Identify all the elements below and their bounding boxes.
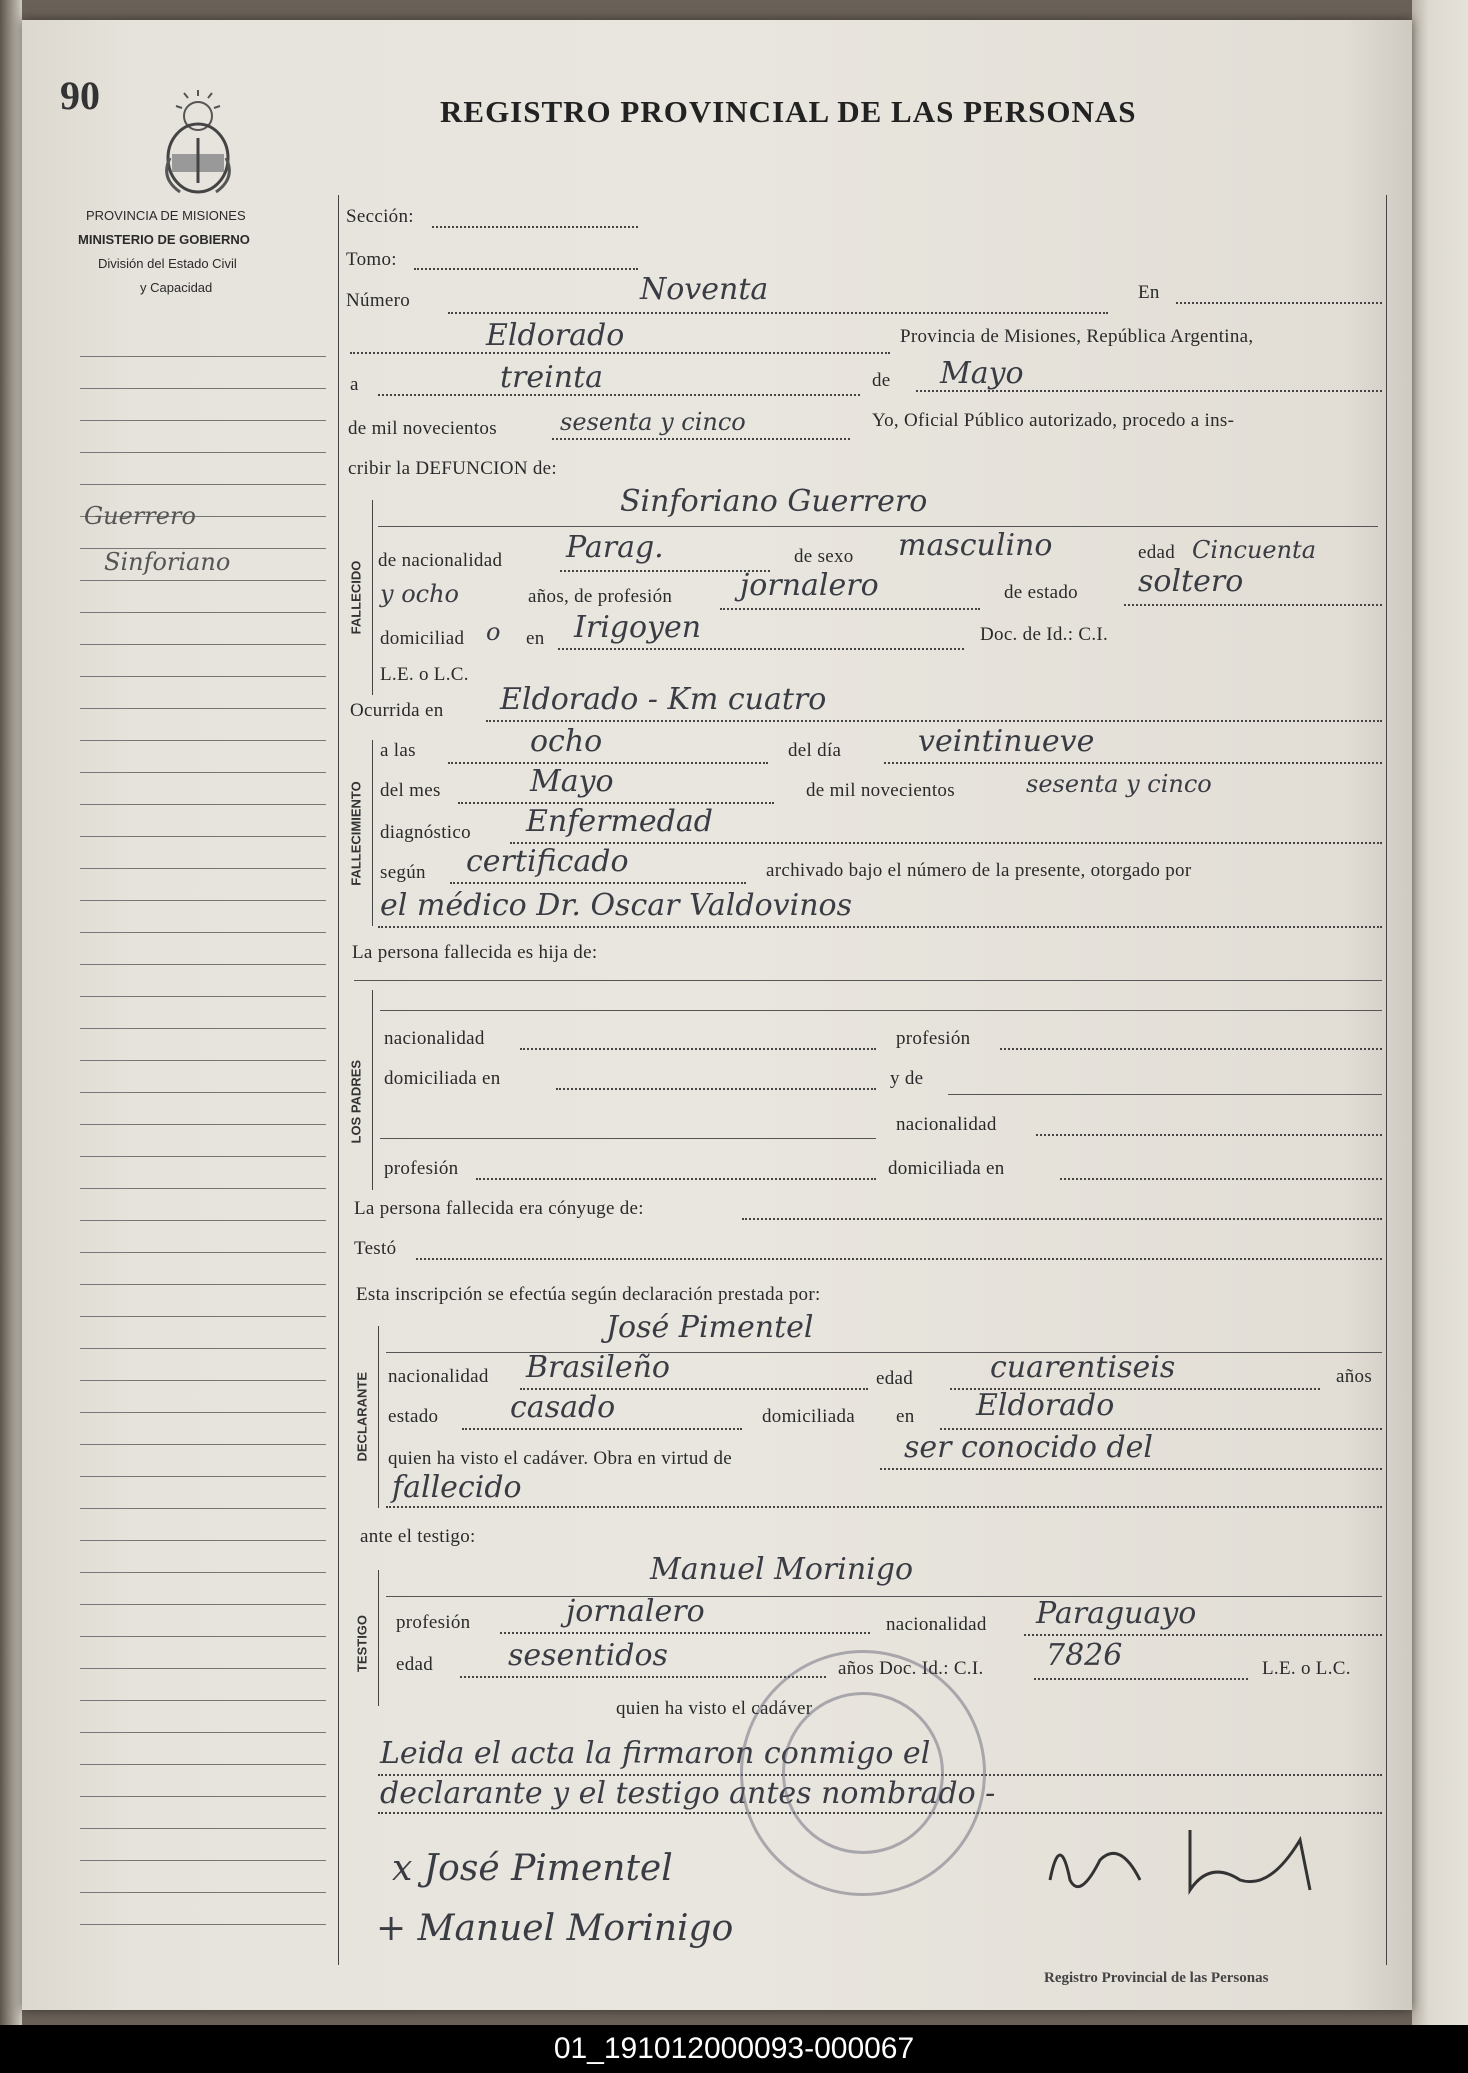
- profesion-line: [720, 608, 980, 610]
- padres-domiciliada-label: domiciliada en: [384, 1068, 501, 1089]
- margin-rule: [80, 836, 326, 837]
- declarante-bracket: [378, 1326, 379, 1508]
- margin-rule: [80, 996, 326, 997]
- decl-estado-line: [462, 1428, 742, 1430]
- test-edad-label: edad: [396, 1654, 434, 1675]
- profesion-value: jornalero: [740, 568, 879, 603]
- ocurrida-value: Eldorado - Km cuatro: [500, 682, 827, 717]
- decl-domicilio-value: Eldorado: [976, 1388, 1115, 1423]
- margin-rule: [80, 1316, 326, 1317]
- margin-rule: [80, 1572, 326, 1573]
- en-label-2: en: [526, 628, 545, 649]
- estado-line: [1124, 604, 1382, 606]
- fallecimiento-bracket: [372, 740, 373, 926]
- margin-rule: [80, 804, 326, 805]
- y-de-line: [948, 1094, 1382, 1095]
- tomo-label: Tomo:: [346, 249, 397, 270]
- segun-line: [450, 882, 746, 884]
- testo-label: Testó: [354, 1238, 397, 1259]
- margin-rule: [80, 1284, 326, 1285]
- margin-rule: [80, 1476, 326, 1477]
- decl-en-label: en: [896, 1406, 915, 1427]
- testigo-name: Manuel Morinigo: [650, 1552, 914, 1587]
- margin-rule: [80, 356, 326, 357]
- test-ci-value: 7826: [1046, 1638, 1123, 1673]
- padres-profesion-line-2: [476, 1178, 876, 1180]
- y-de-label: y de: [890, 1068, 924, 1089]
- margin-rule: [80, 1668, 326, 1669]
- fallecido-name-line: [378, 526, 1378, 527]
- del-mes-label: del mes: [380, 780, 441, 801]
- dia-value: treinta: [500, 360, 604, 395]
- margin-rule: [80, 900, 326, 901]
- decl-obra-value-2: fallecido: [392, 1470, 522, 1505]
- testigo-name-line: [386, 1596, 1382, 1597]
- footer-id: 01_191012000093-000067: [553, 2032, 915, 2065]
- medico-value: el médico Dr. Oscar Valdovinos: [380, 888, 852, 923]
- testigo-bracket: [378, 1570, 379, 1706]
- margin-given-name: Sinforiano: [104, 548, 231, 576]
- coat-of-arms-icon: [160, 88, 236, 198]
- domiciliado-label: domiciliad: [380, 628, 465, 649]
- padres-nacionalidad-line: [520, 1048, 876, 1050]
- doc-id-label: Doc. de Id.: C.I.: [980, 624, 1109, 645]
- padres-line-top: [354, 980, 1382, 981]
- anos-doc-label: años Doc. Id.: C.I.: [838, 1658, 984, 1679]
- seccion-label: Sección:: [346, 206, 414, 227]
- decl-edad-label: edad: [876, 1368, 914, 1389]
- margin-rule: [80, 452, 326, 453]
- declarante-side-label: DECLARANTE: [354, 1371, 370, 1462]
- seccion-line: [432, 226, 638, 228]
- hija-de-label: La persona fallecida es hija de:: [352, 942, 598, 963]
- margin-rule: [80, 1188, 326, 1189]
- decl-estado-label: estado: [388, 1406, 439, 1427]
- margin-rule: [80, 740, 326, 741]
- diagnostico-label: diagnóstico: [380, 822, 471, 843]
- nacionalidad-value: Parag.: [566, 530, 664, 565]
- numero-label: Número: [346, 290, 411, 311]
- margin-rule: [80, 1604, 326, 1605]
- ante-testigo-label: ante el testigo:: [360, 1526, 476, 1547]
- margin-rule: [80, 612, 326, 613]
- province-label: PROVINCIA DE MISIONES: [86, 208, 246, 223]
- anos-profesion-label: años, de profesión: [528, 586, 673, 607]
- margin-rule: [80, 1092, 326, 1093]
- edad-value-2: y ocho: [380, 580, 459, 608]
- margin-rule: [80, 388, 326, 389]
- fallecido-bracket: [372, 500, 373, 695]
- lugar-value: Eldorado: [486, 318, 625, 353]
- margin-rule: [80, 1220, 326, 1221]
- conyuge-label: La persona fallecida era cónyuge de:: [354, 1198, 644, 1219]
- test-edad-line: [460, 1676, 826, 1678]
- decl-nacionalidad-label: nacionalidad: [388, 1366, 489, 1387]
- main-frame-right: [1386, 195, 1387, 1965]
- margin-rule: [80, 1764, 326, 1765]
- edad-value-1: Cincuenta: [1192, 536, 1317, 564]
- mes-fallec-value: Mayo: [530, 764, 614, 799]
- decl-obra-line-2: [386, 1506, 1382, 1508]
- domicilio-sufijo: o: [486, 618, 501, 646]
- padres-domiciliada-line-2: [1060, 1178, 1382, 1180]
- numero-line: [448, 312, 1108, 314]
- margin-rule: [80, 1252, 326, 1253]
- a-label: a: [350, 374, 359, 395]
- main-frame-left: [338, 195, 339, 1965]
- nacionalidad-line: [560, 570, 770, 572]
- anio-fallec-value: sesenta y cinco: [1026, 770, 1212, 798]
- margin-rule: [80, 1444, 326, 1445]
- dia-fallec-value: veintinueve: [918, 724, 1095, 759]
- estado-label: de estado: [1004, 582, 1078, 603]
- padres-bracket: [372, 990, 373, 1190]
- margin-rule: [80, 772, 326, 773]
- test-nacionalidad-line: [1024, 1634, 1382, 1636]
- margin-rule: [80, 1540, 326, 1541]
- en-line: [1176, 302, 1382, 304]
- archivado-label: archivado bajo el número de la presente, otorgado por: [766, 860, 1192, 881]
- decl-domiciliada-label: domiciliada: [762, 1406, 855, 1427]
- cribir-label: cribir la DEFUNCION de:: [348, 458, 557, 479]
- book-binding: [0, 0, 22, 2030]
- test-profesion-label: profesión: [396, 1612, 471, 1633]
- mes-value: Mayo: [940, 356, 1024, 391]
- margin-rule: [80, 1028, 326, 1029]
- de-label: de: [872, 370, 891, 391]
- margin-rule: [80, 484, 326, 485]
- capacity-label: y Capacidad: [140, 280, 213, 295]
- margin-rule: [80, 1508, 326, 1509]
- tomo-line: [414, 268, 638, 270]
- decl-obra-line: [880, 1468, 1382, 1470]
- official-signature: [1040, 1820, 1340, 1900]
- test-nacionalidad-value: Paraguayo: [1036, 1596, 1197, 1631]
- numero-value: Noventa: [640, 272, 769, 307]
- padres-domiciliada-line: [556, 1088, 876, 1090]
- ministry-label: MINISTERIO DE GOBIERNO: [78, 232, 250, 247]
- margin-rule: [80, 676, 326, 677]
- margin-rule: [80, 1796, 326, 1797]
- margin-rule: [80, 580, 326, 581]
- margin-rule: [80, 1124, 326, 1125]
- margin-rule: [80, 1636, 326, 1637]
- document-title: REGISTRO PROVINCIAL DE LAS PERSONAS: [440, 94, 1137, 129]
- inscripcion-label: Esta inscripción se efectúa según declaración prestada por:: [356, 1284, 821, 1305]
- padres-domiciliada-label-2: domiciliada en: [888, 1158, 1005, 1179]
- anio-line: [552, 438, 850, 440]
- division-label: División del Estado Civil: [98, 256, 237, 271]
- a-las-label: a las: [380, 740, 416, 761]
- ocurrida-label: Ocurrida en: [350, 700, 444, 721]
- sexo-value: masculino: [898, 528, 1053, 563]
- margin-rule: [80, 1924, 326, 1925]
- segun-label: según: [380, 862, 426, 883]
- fallecido-name: Sinforiano Guerrero: [620, 484, 928, 519]
- diagnostico-value: Enfermedad: [526, 804, 713, 839]
- le-o-lc-label: L.E. o L.C.: [1262, 1658, 1351, 1679]
- padres-nacionalidad-label: nacionalidad: [384, 1028, 485, 1049]
- edad-label: edad: [1138, 542, 1176, 563]
- leida-line-2: declarante y el testigo antes nombrado -: [380, 1776, 996, 1811]
- margin-rule: [80, 932, 326, 933]
- yo-oficial-label: Yo, Oficial Público autorizado, procedo a ins-: [872, 410, 1235, 431]
- margin-rule: [80, 1860, 326, 1861]
- decl-estado-value: casado: [510, 1390, 616, 1425]
- official-stamp-inner: [782, 1692, 944, 1854]
- padres-profesion-line: [1000, 1048, 1382, 1050]
- signature-declarante: x José Pimentel: [392, 1848, 673, 1889]
- le-lc-label: L.E. o L.C.: [380, 664, 469, 685]
- padres-nacionalidad-line-2: [1036, 1134, 1382, 1136]
- ocurrida-line: [486, 720, 1382, 722]
- lugar-line: [350, 352, 890, 354]
- testo-line: [416, 1258, 1382, 1260]
- segun-value: certificado: [466, 844, 629, 879]
- padres-line-1: [380, 1010, 1382, 1011]
- padres-line-2: [380, 1138, 876, 1139]
- padres-profesion-label: profesión: [896, 1028, 971, 1049]
- margin-rule: [80, 1700, 326, 1701]
- margin-rule: [80, 964, 326, 965]
- domicilio-value: Irigoyen: [574, 610, 702, 645]
- dia-fallec-line: [884, 762, 1382, 764]
- margin-rule: [80, 1060, 326, 1061]
- del-dia-label: del día: [788, 740, 842, 761]
- medico-line: [378, 926, 1382, 928]
- dia-line: [378, 394, 860, 396]
- sexo-label: de sexo: [794, 546, 854, 567]
- provincia-label: Provincia de Misiones, República Argentina,: [900, 326, 1254, 347]
- margin-rule: [80, 1828, 326, 1829]
- test-profesion-line: [500, 1632, 870, 1634]
- margin-rule: [80, 1892, 326, 1893]
- decl-nacionalidad-value: Brasileño: [526, 1350, 670, 1385]
- nacionalidad-label: de nacionalidad: [378, 550, 503, 571]
- stamp-footer: Registro Provincial de las Personas: [1044, 1970, 1269, 1986]
- margin-rule: [80, 708, 326, 709]
- test-nacionalidad-label: nacionalidad: [886, 1614, 987, 1635]
- signature-testigo: + Manuel Morinigo: [376, 1908, 734, 1949]
- decl-anos-label: años: [1336, 1366, 1373, 1387]
- quien-visto-label: quien ha visto el cadáver. Obra en virtud de: [388, 1448, 733, 1469]
- decl-edad-value: cuarentiseis: [990, 1350, 1176, 1385]
- margin-rule: [80, 868, 326, 869]
- test-ci-line: [1034, 1678, 1248, 1680]
- estado-value: soltero: [1138, 564, 1244, 599]
- domicilio-line: [558, 648, 964, 650]
- de-mil-label-2: de mil novecientos: [806, 780, 955, 801]
- margin-rule: [80, 1732, 326, 1733]
- test-edad-value: sesentidos: [508, 1638, 668, 1673]
- margin-rule: [80, 1348, 326, 1349]
- conyuge-line: [742, 1218, 1382, 1220]
- diagnostico-line: [510, 842, 1382, 844]
- padres-side-label: LOS PADRES: [348, 1059, 364, 1144]
- margin-rule: [80, 1156, 326, 1157]
- hora-value: ocho: [530, 724, 603, 759]
- next-page-edge: [1412, 0, 1468, 2030]
- margin-rule: [80, 1412, 326, 1413]
- margin-rule: [80, 420, 326, 421]
- margin-rule: [80, 1380, 326, 1381]
- padres-profesion-label-2: profesión: [384, 1158, 459, 1179]
- en-label: En: [1138, 282, 1160, 303]
- quien-visto-label-2: quien ha visto el cadáver: [616, 1698, 813, 1719]
- mes-line: [916, 390, 1382, 392]
- testigo-side-label: TESTIGO: [354, 1614, 370, 1673]
- de-mil-label: de mil novecientos: [348, 418, 497, 439]
- decl-obra-value-1: ser conocido del: [904, 1430, 1154, 1465]
- fallecimiento-side-label: FALLECIMIENTO: [348, 781, 364, 886]
- declarante-name: José Pimentel: [606, 1310, 814, 1345]
- anio-value: sesenta y cinco: [560, 408, 746, 436]
- margin-surname: Guerrero: [84, 502, 196, 530]
- leida-line-1: Leida el acta la firmaron conmigo el: [380, 1736, 931, 1771]
- padres-nacionalidad-label-2: nacionalidad: [896, 1114, 997, 1135]
- fallecido-side-label: FALLECIDO: [348, 560, 364, 635]
- margin-rule: [80, 644, 326, 645]
- test-profesion-value: jornalero: [566, 1594, 705, 1629]
- page-number: 90: [60, 73, 100, 118]
